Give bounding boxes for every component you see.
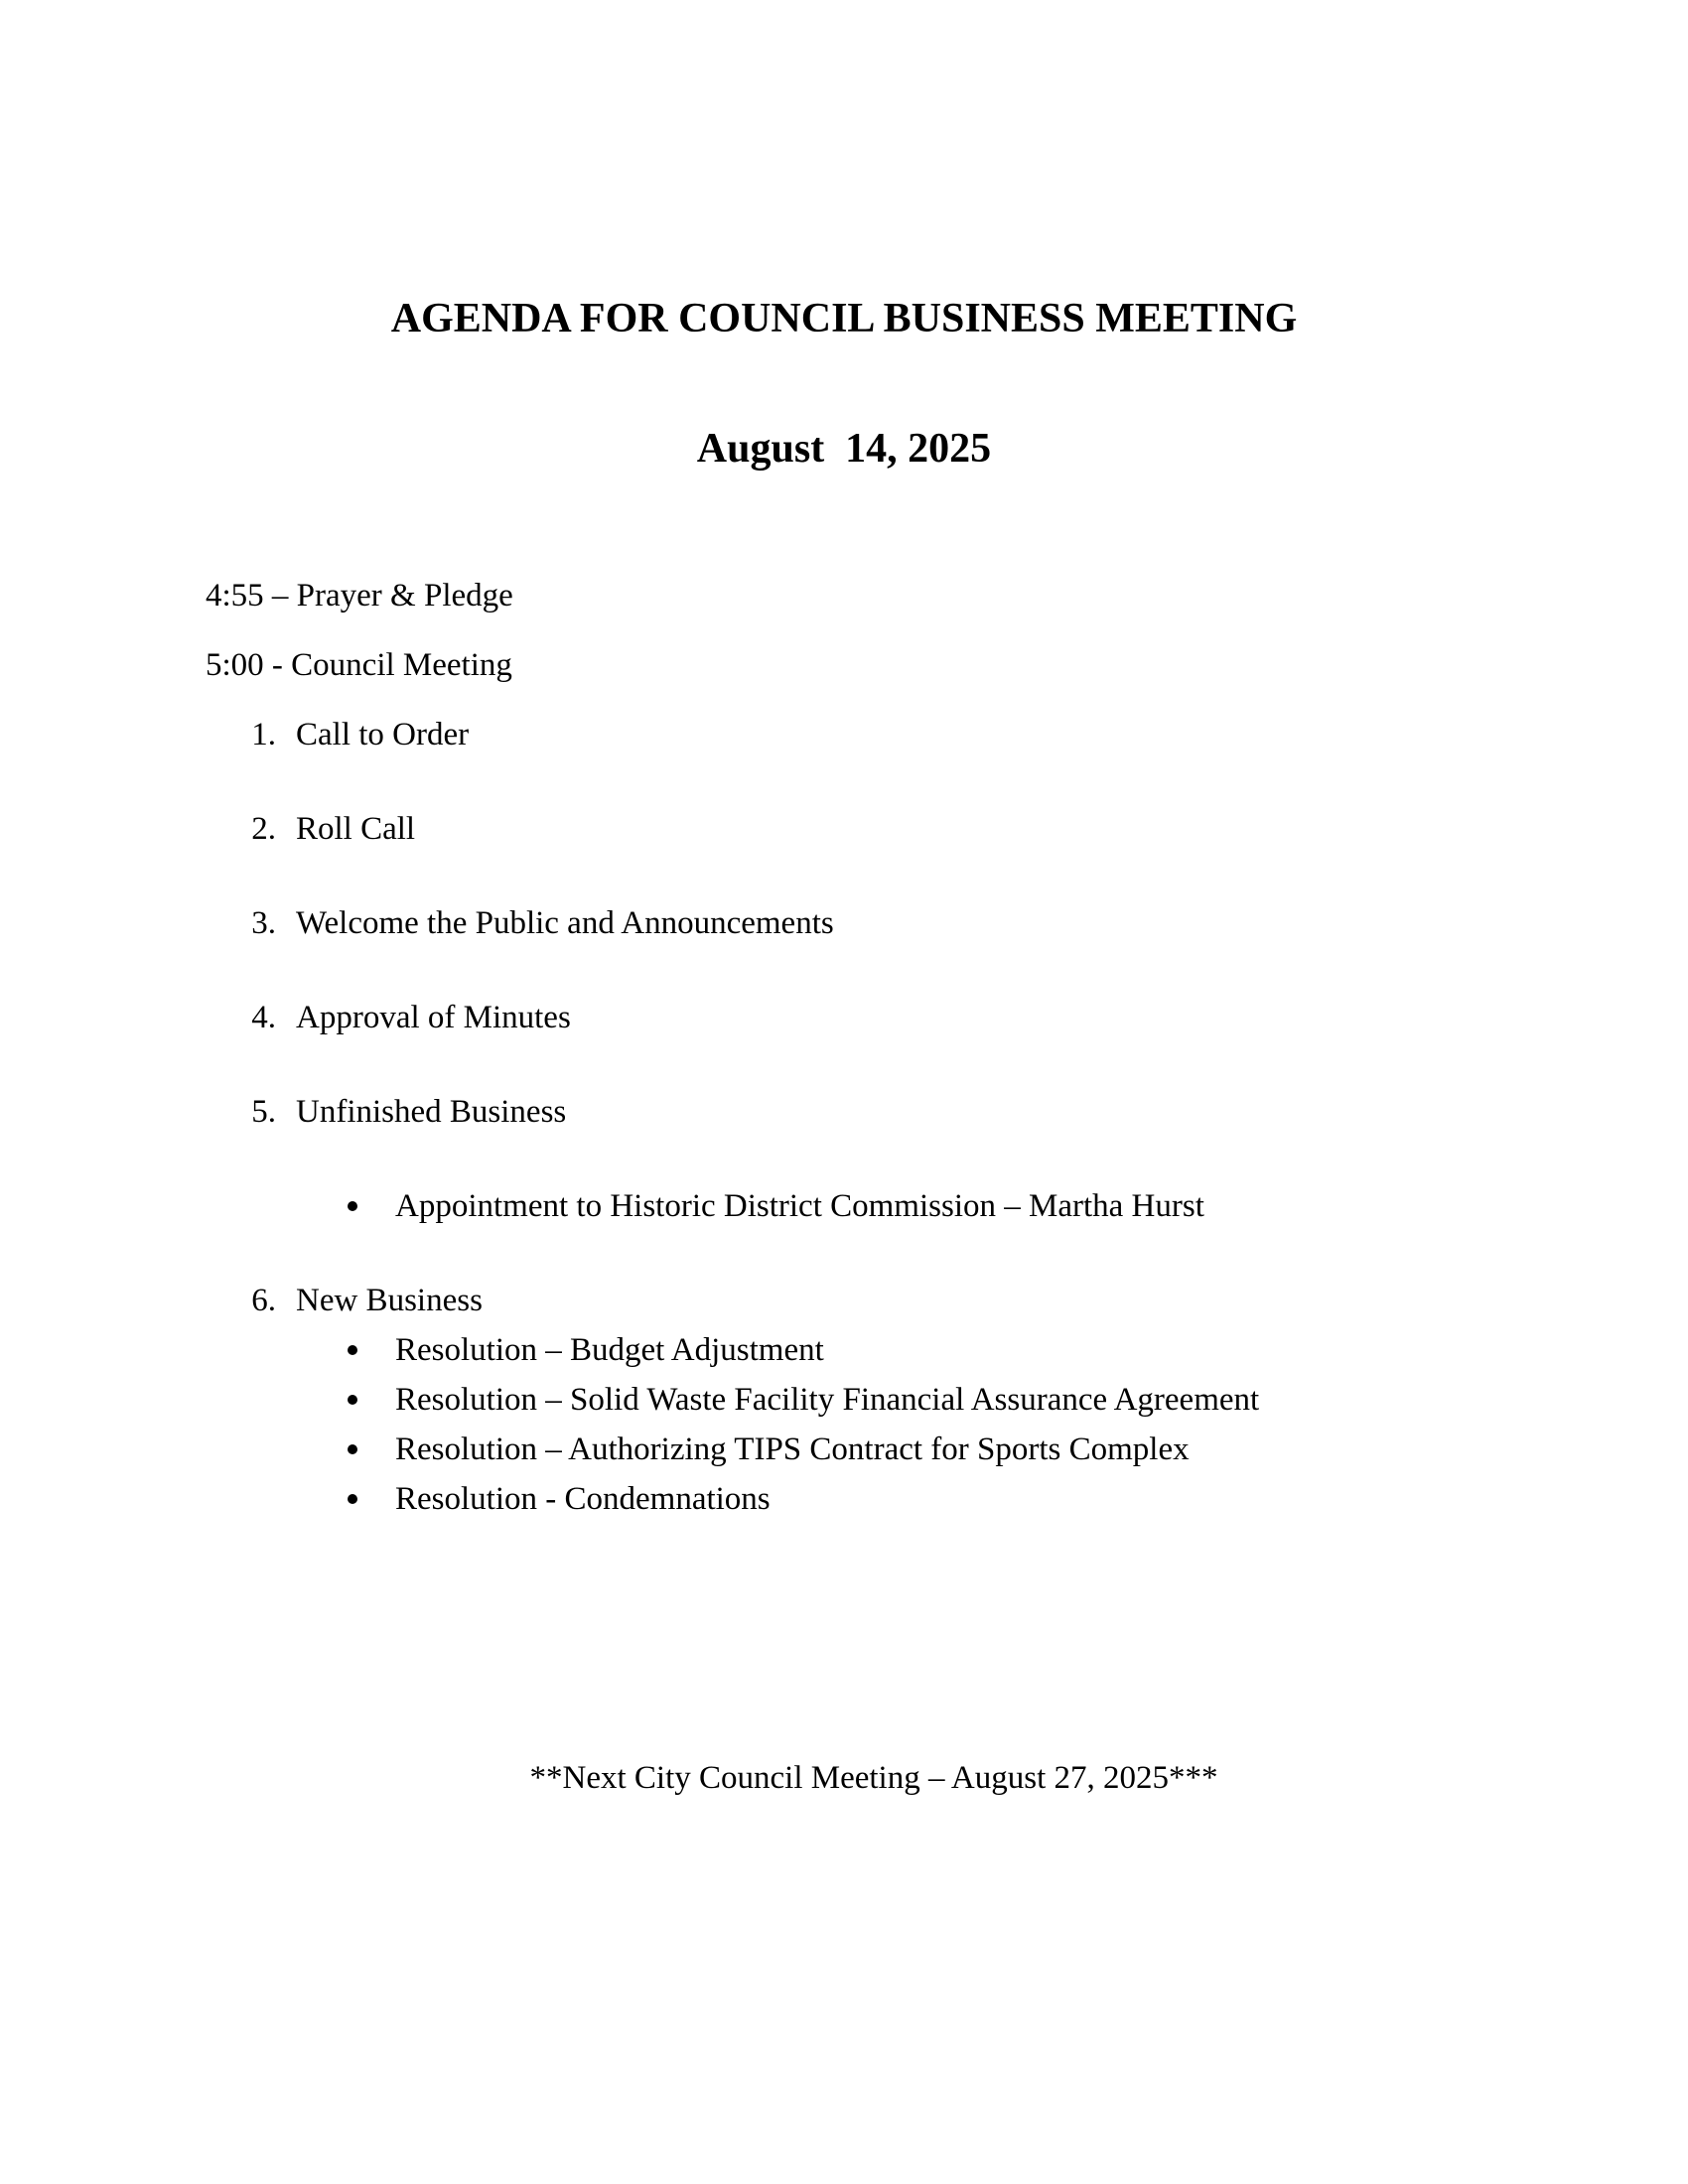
bullet-icon	[348, 1201, 357, 1211]
sub-item-label: Resolution – Budget Adjustment	[395, 1332, 824, 1368]
bullet-icon	[348, 1345, 357, 1355]
bullet-icon	[348, 1395, 357, 1405]
agenda-item-label: Unfinished Business	[296, 1094, 567, 1130]
schedule-prayer-pledge: 4:55 – Prayer & Pledge	[206, 578, 513, 614]
bullet-icon	[348, 1494, 357, 1504]
next-meeting-note: **Next City Council Meeting – August 27, 2025***	[529, 1760, 1218, 1796]
sub-item-label: Resolution – Solid Waste Facility Financial Assurance Agreement	[395, 1382, 1260, 1418]
sub-item-label: Resolution - Condemnations	[395, 1481, 771, 1517]
agenda-item-number: 2.	[251, 811, 276, 847]
agenda-item-number: 3.	[251, 905, 276, 941]
sub-item-label: Resolution – Authorizing TIPS Contract for Sports Complex	[395, 1432, 1190, 1467]
schedule-council-meeting: 5:00 - Council Meeting	[206, 647, 512, 683]
agenda-item-label: Welcome the Public and Announcements	[296, 905, 834, 941]
agenda-item-number: 1.	[251, 717, 276, 752]
agenda-item-label: Approval of Minutes	[296, 1000, 571, 1035]
agenda-item-number: 5.	[251, 1094, 276, 1130]
agenda-item-label: New Business	[296, 1283, 483, 1318]
agenda-item-label: Call to Order	[296, 717, 470, 752]
agenda-title: AGENDA FOR COUNCIL BUSINESS MEETING	[390, 296, 1298, 341]
agenda-item-number: 6.	[251, 1283, 276, 1318]
sub-item-label: Appointment to Historic District Commission – Martha Hurst	[395, 1188, 1204, 1224]
agenda-item-number: 4.	[251, 1000, 276, 1035]
bullet-icon	[348, 1444, 357, 1454]
meeting-date: August 14, 2025	[696, 426, 992, 472]
agenda-item-label: Roll Call	[296, 811, 416, 847]
